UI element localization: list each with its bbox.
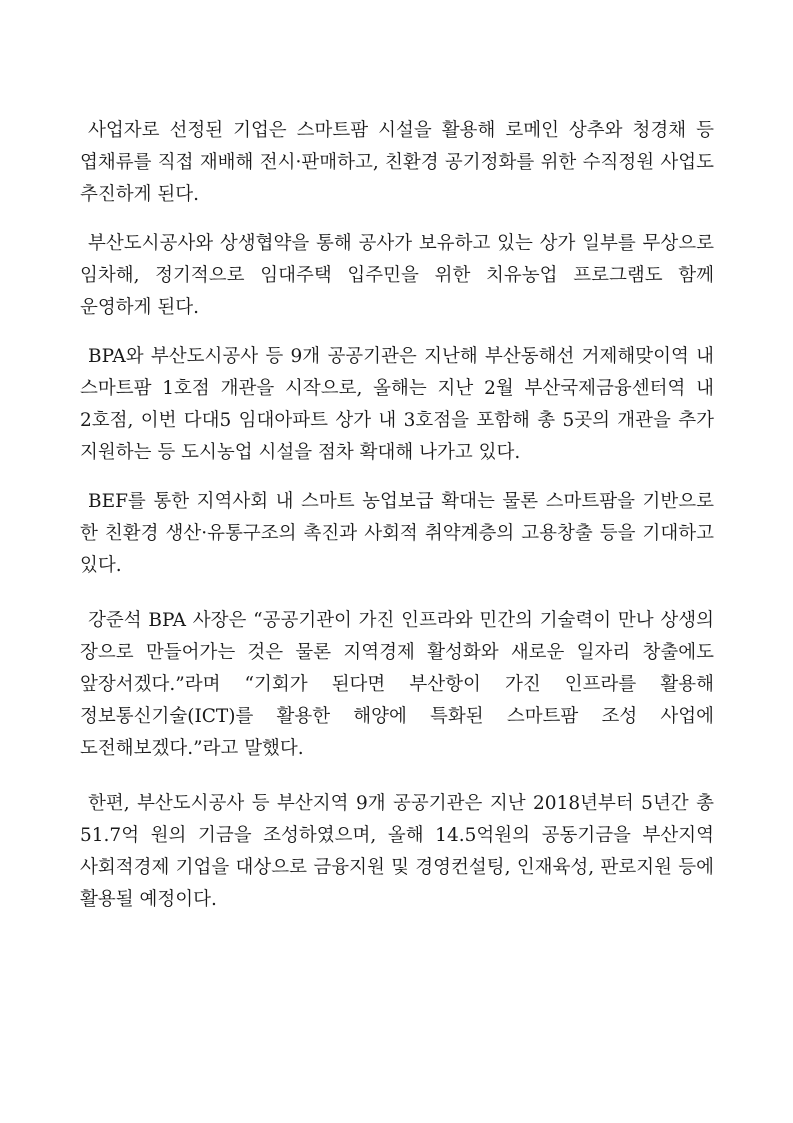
document-body [80, 115, 714, 916]
paragraph-bpa-ceo-quote: 강준석 BPA 사장은 “공공기관이 가진 인프라와 민간의 기술력이 만나 상생의 장으로 만들어가는 것은 물론 지역경제 활성화와 새로운 일자리 창출에도 앞장서겠다.”라며 “기회가 된다면 부산항이 가진 인프라를 활용해 정보통신기술(ICT)를 활용한 해양에 특화된 스마트팜 조성 사업에 도전해보겠다.”라고 말했다. [80, 610, 714, 759]
paragraph-smartfarm-expansion: BPA와 부산도시공사 등 9개 공공기관은 지난해 부산동해선 거제해맞이역 내 스마트팜 1호점 개관을 시작으로, 올해는 지난 2월 부산국제금융센터역 내 2호점, 이번 다대5 임대아파트 상가 내 3호점을 포함해 총 5곳의 개관을 추가 지원하는 등 도시농업 시설을 점차 확대해 나가고 있다. [80, 346, 714, 463]
paragraph-healing-farming-program: 부산도시공사와 상생협약을 통해 공사가 보유하고 있는 상가 일부를 무상으로 임차해, 정기적으로 임대주택 입주민을 위한 치유농업 프로그램도 함께 운영하게 된다. [80, 233, 714, 318]
paragraph-bef-expectations: BEF를 통한 지역사회 내 스마트 농업보급 확대는 물론 스마트팜을 기반으로 한 친환경 생산·유통구조의 촉진과 사회적 취약계층의 고용창출 등을 기대하고 있다. [80, 491, 714, 576]
paragraph-smartfarm-business: 사업자로 선정된 기업은 스마트팜 시설을 활용해 로메인 상추와 청경채 등 엽채류를 직접 재배해 전시·판매하고, 친환경 공기정화를 위한 수직정원 사업도 추진하게 된다. [80, 120, 714, 205]
paragraph-fund-summary: 한편, 부산도시공사 등 부산지역 9개 공공기관은 지난 2018년부터 5년간 총 51.7억 원의 기금을 조성하였으며, 올해 14.5억원의 공동기금을 부산지역 사회적경제 기업을 대상으로 금융지원 및 경영컨설팅, 인재육성, 판로지원 등에 활용될 예정이다. [80, 793, 714, 910]
